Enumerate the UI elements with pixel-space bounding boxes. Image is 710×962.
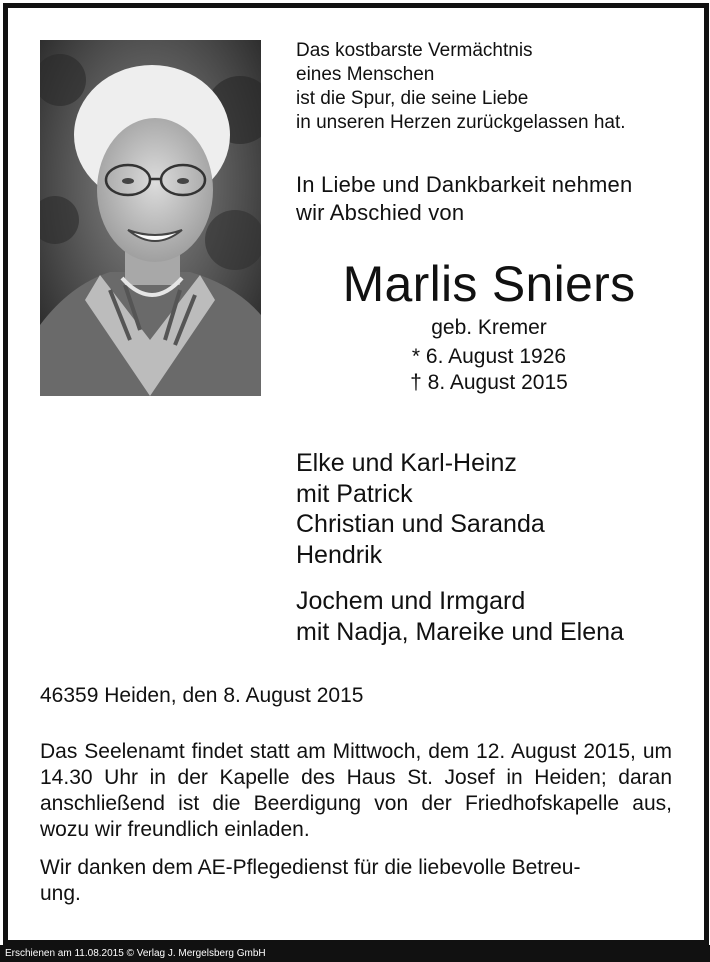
quote-line: eines Menschen — [296, 64, 435, 85]
portrait-photo — [40, 40, 261, 396]
birth-date: * 6. August 1926 — [411, 345, 567, 368]
quote-line: in unseren Herzen zurückgelassen hat. — [296, 112, 626, 133]
birth-name: geb. Kremer — [431, 316, 547, 339]
place-and-date: 46359 Heiden, den 8. August 2015 — [40, 684, 364, 707]
farewell-line: wir Abschied von — [296, 200, 465, 225]
thanks-line: ung. — [40, 882, 81, 905]
mourner-line: Elke und Karl-Heinz — [296, 449, 517, 477]
mourners-group-2 — [296, 586, 696, 648]
mourner-line: Jochem und Irmgard — [296, 587, 526, 615]
obituary-notice — [3, 3, 709, 945]
publication-footer: Erschienen am 11.08.2015 © Verlag J. Mergelsberg GmbH — [0, 945, 710, 962]
mourner-line: mit Nadja, Mareike und Elena — [296, 618, 624, 646]
mourner-line: Christian und Saranda — [296, 510, 545, 538]
death-date: † 8. August 2015 — [410, 371, 568, 394]
deceased-name: Marlis Sniers — [342, 256, 636, 312]
thanks-text — [40, 855, 672, 907]
memorial-quote — [296, 39, 696, 135]
quote-line: ist die Spur, die seine Liebe — [296, 88, 529, 109]
mourner-line: Hendrik — [296, 540, 383, 569]
mourners-group-1 — [296, 448, 696, 570]
funeral-service-info: Das Seelenamt findet statt am Mittwoch, dem 12. August 2015, um 14.30 Uhr in der Kapelle des Haus St. Josef in Heiden; daran anschließend ist die Beerdigung von der Friedhofskapelle aus, wozu wir freundlich einladen. — [40, 740, 672, 841]
farewell-text — [296, 171, 696, 227]
quote-line: Das kostbarste Vermächtnis — [296, 40, 533, 61]
mourner-line: mit Patrick — [296, 479, 413, 508]
thanks-line: Wir danken dem AE-Pflegedienst für die liebevolle Betreu- — [40, 856, 581, 879]
farewell-line: In Liebe und Dankbarkeit nehmen — [296, 172, 633, 197]
